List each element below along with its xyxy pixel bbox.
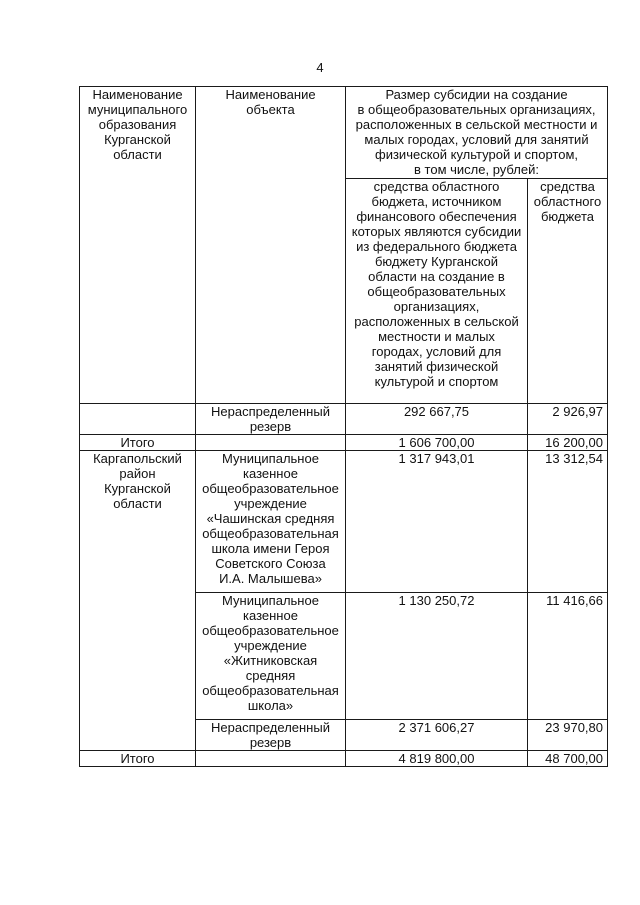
regional-amount-cell: 23 970,80 (528, 720, 608, 751)
header-regional-funds: средства областного бюджета (528, 179, 608, 404)
object-cell (196, 435, 346, 451)
federal-amount-cell: 1 606 700,00 (346, 435, 528, 451)
regional-amount-cell: 16 200,00 (528, 435, 608, 451)
federal-amount-cell: 292 667,75 (346, 404, 528, 435)
regional-amount-cell: 48 700,00 (528, 751, 608, 767)
regional-amount-cell: 2 926,97 (528, 404, 608, 435)
table-row (80, 451, 608, 593)
federal-amount-cell: 4 819 800,00 (346, 751, 528, 767)
municipality-cell (80, 404, 196, 435)
object-cell: Муниципальное казенное общеобразовательное учреждение «Чашинская средняя общеобразовательная школа имени Героя Советского Союза И.А. Малышева» (196, 451, 346, 593)
total-row (80, 435, 608, 451)
federal-amount-cell: 2 371 606,27 (346, 720, 528, 751)
header-row (80, 87, 608, 179)
total-label: Итого (80, 751, 196, 767)
federal-amount-cell: 1 317 943,01 (346, 451, 528, 593)
object-cell (196, 751, 346, 767)
header-federal-funds: средства областного бюджета, источником финансового обеспечения которых являются субсидии из федерального бюджета бюджету Курганской области на создание в общеобразовательных организациях, расположенных в сельской местности и малых городах, условий для занятий физической культурой и спортом (346, 179, 528, 404)
regional-amount-cell: 13 312,54 (528, 451, 608, 593)
table-row (80, 404, 608, 435)
object-cell: Нераспределенный резерв (196, 720, 346, 751)
header-subsidy: Размер субсидии на создание в общеобразовательных организациях, расположенных в сельской местности и малых городах, условий для занятий физической культурой и спортом, в том числе, рублей: (346, 87, 608, 179)
total-label: Итого (80, 435, 196, 451)
header-object: Наименование объекта (196, 87, 346, 404)
regional-amount-cell: 11 416,66 (528, 593, 608, 720)
federal-amount-cell: 1 130 250,72 (346, 593, 528, 720)
total-row (80, 751, 608, 767)
page-number: 4 (316, 60, 324, 75)
object-cell: Муниципальное казенное общеобразовательное учреждение «Житниковская средняя общеобразовательная школа» (196, 593, 346, 720)
municipality-cell: Каргапольский район Курганской области (80, 451, 196, 751)
subsidy-table (79, 86, 608, 767)
header-municipality: Наименование муниципального образования Курганской области (80, 87, 196, 404)
object-cell: Нераспределенный резерв (196, 404, 346, 435)
